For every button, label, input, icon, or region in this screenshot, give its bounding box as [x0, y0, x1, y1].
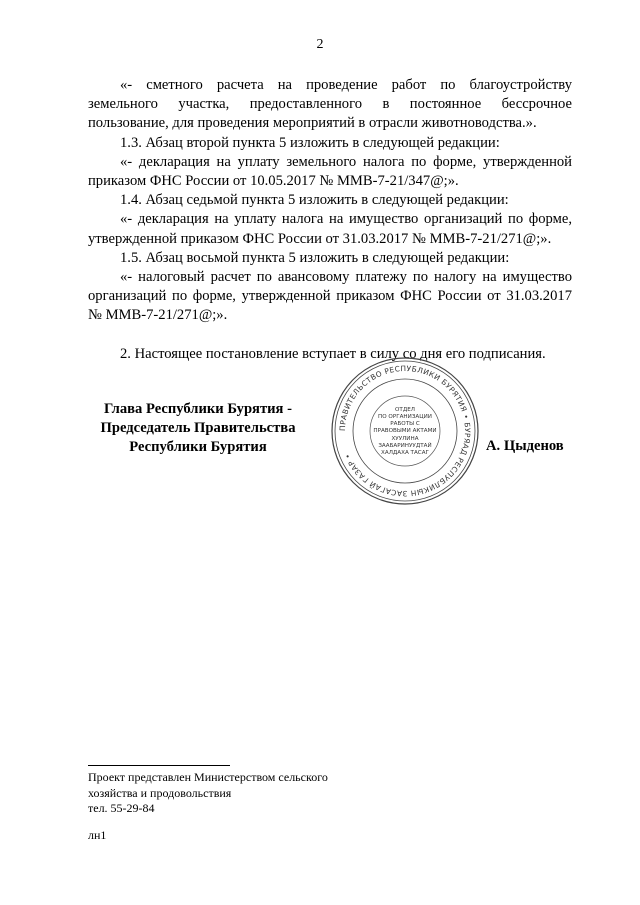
seal-center-line: ПРАВОВЫМИ АКТАМИ: [373, 428, 437, 434]
body-paragraph: 1.4. Абзац седьмой пункта 5 изложить в следующей редакции:: [120, 192, 509, 209]
seal-outer-text: ПРАВИТЕЛЬСТВО РЕСПУБЛИКИ БУРЯТИЯ • БУРЯАД РЕСПУБЛИКЫН ЗАСАГАЙ ГАЗАР •: [337, 363, 473, 499]
body-paragraph: 2. Настоящее постановление вступает в силу со дня его подписания.: [120, 345, 546, 362]
signatory-title: [88, 400, 308, 457]
document-body: [88, 76, 572, 364]
body-paragraph: 1.5. Абзац восьмой пункта 5 изложить в следующей редакции:: [120, 249, 510, 266]
signatory-title-line: Председатель Правительства: [100, 420, 296, 436]
seal-center-line: ЗААБАРИНУУДТАЙ: [378, 443, 432, 449]
seal-center-line: РАБОТЫ С: [390, 421, 420, 427]
seal-center-line: ОТДЕЛ: [395, 407, 415, 413]
footnote-phone: тел. 55-29-84: [88, 801, 155, 815]
body-paragraph: «- декларация на уплату налога на имущество организаций по форме, утвержденной приказом ФНС России от 31.03.2017 № ММВ-7-21/271@;».: [88, 211, 572, 247]
footnote-line: Проект представлен Министерством сельского: [88, 770, 328, 784]
document-code: лн1: [88, 828, 107, 842]
footnote: [88, 770, 388, 817]
footnote-line: хозяйства и продовольствия: [88, 785, 232, 800]
body-paragraph: «- декларация на уплату земельного налога по форме, утвержденной приказом ФНС России от 10.05.2017 № ММВ-7-21/347@;».: [88, 153, 572, 190]
body-paragraph: «- налоговый расчет по авансовому платежу по налогу на имущество организаций по форме, утвержденной приказом ФНС России от 31.03.2017 № ММВ-7-21/271@;».: [88, 269, 572, 324]
signatory-title-line: Глава Республики Бурятия -: [104, 401, 292, 417]
signatory-title-line: Республики Бурятия: [129, 439, 267, 455]
official-seal: [330, 356, 480, 506]
footnote-divider: [88, 765, 230, 766]
page-number: 2: [316, 37, 324, 52]
signatory-name: А. Цыденов: [486, 438, 564, 454]
seal-center-line: ХАЛДАХА ТАСАГ: [381, 450, 429, 456]
body-paragraph: «- сметного расчета на проведение работ по благоустройству земельного участка, предоставленного в постоянное бессрочное пользование, для проведения мероприятий в отрасли животноводства.».: [88, 77, 572, 132]
seal-center-line: ПО ОРГАНИЗАЦИИ: [378, 414, 432, 420]
body-paragraph: 1.3. Абзац второй пункта 5 изложить в следующей редакции:: [120, 134, 500, 151]
seal-center-line: ХУУЛИНА: [391, 436, 419, 442]
